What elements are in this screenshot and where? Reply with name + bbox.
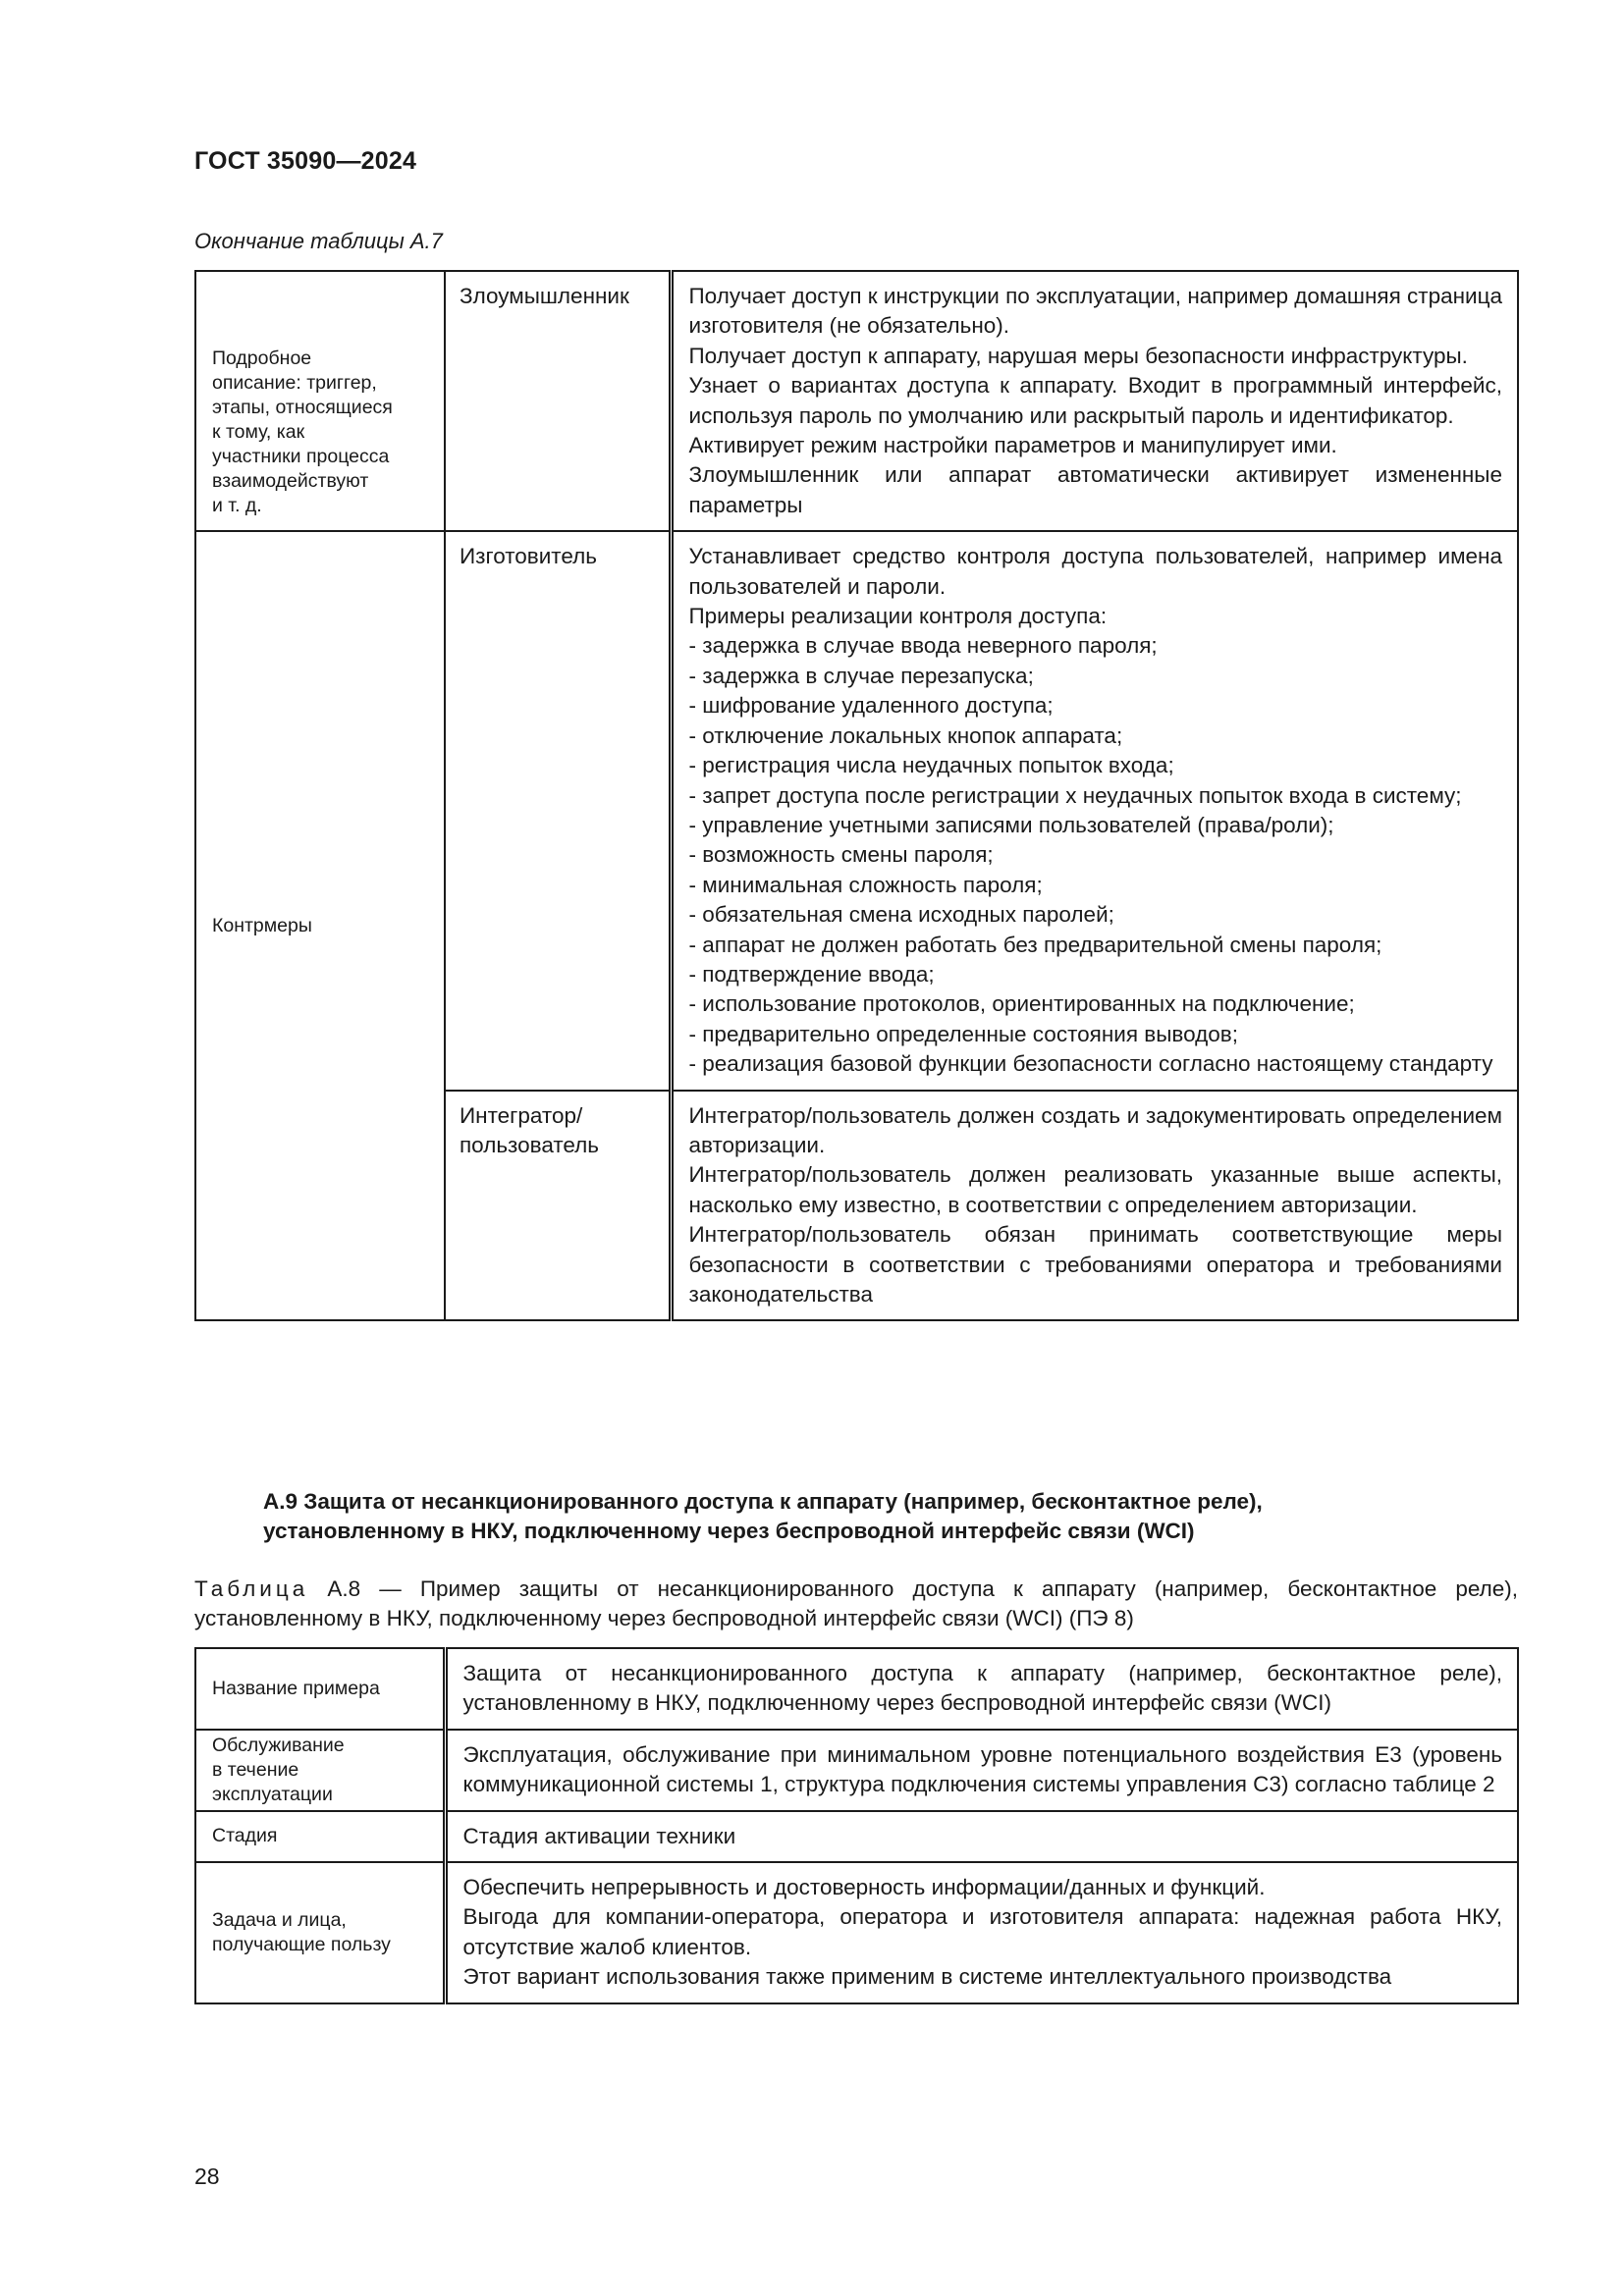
row-value-cell bbox=[445, 1648, 1518, 1730]
actor-cell: Интегратор/ пользователь bbox=[445, 1091, 671, 1321]
list-item: - подтверждение ввода; bbox=[688, 961, 935, 987]
caption-text: А.8 — Пример защиты от несанкционированного доступа к аппарату (например, бесконтактное реле), установленному в НКУ, подключенному через беспроводной интерфейс связи (WCI) (ПЭ 8) bbox=[194, 1576, 1518, 1630]
actor-cell: Злоумышленник bbox=[445, 271, 671, 531]
paragraph: Защита от несанкционированного доступа к аппарату (например, бесконтактное реле), установленному в НКУ, подключенному через беспроводной интерфейс связи (WCI) bbox=[462, 1661, 1502, 1716]
paragraph: Узнает о вариантах доступа к аппарату. Входит в программный интерфейс, используя пароль по умолчанию или раскрытый пароль и идентификатор. bbox=[688, 373, 1502, 428]
paragraph: Активирует режим настройки параметров и манипулирует ими. bbox=[688, 433, 1337, 458]
list-item: - использование протоколов, ориентированных на подключение; bbox=[688, 991, 1355, 1017]
row-category-cell: Подробное описание: триггер, этапы, относящиеся к тому, как участники процесса взаимодействуют и т. д. bbox=[195, 271, 445, 531]
description-cell bbox=[671, 1091, 1518, 1321]
list-item: - возможность смены пароля; bbox=[688, 842, 994, 868]
list-item: - задержка в случае перезапуска; bbox=[688, 663, 1034, 688]
paragraph: Получает доступ к аппарату, нарушая меры безопасности инфраструктуры. bbox=[688, 343, 1468, 368]
paragraph: Получает доступ к инструкции по эксплуатации, например домашняя страница изготовителя (не обязательно). bbox=[688, 284, 1502, 339]
list-item: - аппарат не должен работать без предварительной смены пароля; bbox=[688, 932, 1382, 957]
table-row bbox=[195, 531, 1518, 1090]
countermeasures-category-cell: Контрмеры bbox=[195, 531, 445, 1320]
row-value-cell bbox=[445, 1811, 1518, 1862]
list-item: - обязательная смена исходных паролей; bbox=[688, 902, 1114, 928]
page-number: 28 bbox=[194, 2163, 220, 2189]
row-label-cell: Задача и лица, получающие пользу bbox=[195, 1862, 445, 2003]
row-label-cell: Обслуживание в течение эксплуатации bbox=[195, 1730, 445, 1811]
list-item: - предварительно определенные состояния выводов; bbox=[688, 1021, 1238, 1046]
paragraph: Этот вариант использования также применим в системе интеллектуального производства bbox=[462, 1964, 1392, 1990]
description-cell bbox=[671, 271, 1518, 531]
table-row bbox=[195, 1811, 1518, 1862]
paragraph: Стадия активации техники bbox=[462, 1823, 736, 1848]
list-item: - реализация базовой функции безопасности согласно настоящему стандарту bbox=[688, 1051, 1493, 1077]
paragraph: Интегратор/пользователь обязан принимать соответствующие меры безопасности в соответствии с требованиями оператора и требованиями законодательства bbox=[688, 1222, 1502, 1307]
paragraph: Злоумышленник или аппарат автоматически активирует измененные параметры bbox=[688, 462, 1502, 517]
table-a7 bbox=[194, 270, 1519, 1321]
table-a8 bbox=[194, 1647, 1519, 2004]
table-continuation-label: Окончание таблицы А.7 bbox=[194, 229, 443, 253]
actor-cell: Изготовитель bbox=[445, 531, 671, 1090]
list-item: - минимальная сложность пароля; bbox=[688, 872, 1043, 897]
row-value-cell bbox=[445, 1730, 1518, 1811]
section-heading-a9: А.9 Защита от несанкционированного доступа к аппарату (например, бесконтактное реле), установленному в НКУ, подключенному через беспроводной интерфейс связи (WCI) bbox=[263, 1489, 1263, 1543]
list-item: - задержка в случае ввода неверного пароля; bbox=[688, 633, 1158, 659]
caption-label: Таблица bbox=[194, 1576, 309, 1601]
list-item: - шифрование удаленного доступа; bbox=[688, 693, 1054, 719]
paragraph: Эксплуатация, обслуживание при минимальном уровне потенциального воздействия Е3 (уровень коммуникационной системы 1, структура подключения системы управления С3) согласно таблице 2 bbox=[462, 1741, 1502, 1797]
description-cell bbox=[671, 531, 1518, 1090]
paragraph: Устанавливает средство контроля доступа пользователей, например имена пользователей и пароли. bbox=[688, 544, 1502, 599]
table-row bbox=[195, 271, 1518, 531]
paragraph: Примеры реализации контроля доступа: bbox=[688, 604, 1108, 629]
row-value-cell bbox=[445, 1862, 1518, 2003]
row-label-cell: Название примера bbox=[195, 1648, 445, 1730]
paragraph: Обеспечить непрерывность и достоверность информации/данных и функций. bbox=[462, 1875, 1266, 1900]
table-row bbox=[195, 1648, 1518, 1730]
list-item: - отключение локальных кнопок аппарата; bbox=[688, 722, 1123, 748]
paragraph: Интегратор/пользователь должен создать и задокументировать определением авторизации. bbox=[688, 1102, 1502, 1157]
row-label-cell: Стадия bbox=[195, 1811, 445, 1862]
list-item: - регистрация числа неудачных попыток входа; bbox=[688, 753, 1174, 778]
document-header: ГОСТ 35090—2024 bbox=[194, 147, 417, 175]
list-item: - управление учетными записями пользователей (права/роли); bbox=[688, 812, 1334, 837]
table-row bbox=[195, 1730, 1518, 1811]
table-row bbox=[195, 1862, 1518, 2003]
paragraph: Выгода для компании-оператора, оператора и изготовителя аппарата: надежная работа НКУ, отсутствие жалоб клиентов. bbox=[462, 1904, 1502, 1959]
paragraph: Интегратор/пользователь должен реализовать указанные выше аспекты, насколько ему известно, в соответствии с определением авторизации. bbox=[688, 1162, 1502, 1217]
list-item: - запрет доступа после регистрации x неудачных попыток входа в систему; bbox=[688, 782, 1462, 808]
table-a8-caption bbox=[194, 1575, 1518, 1633]
